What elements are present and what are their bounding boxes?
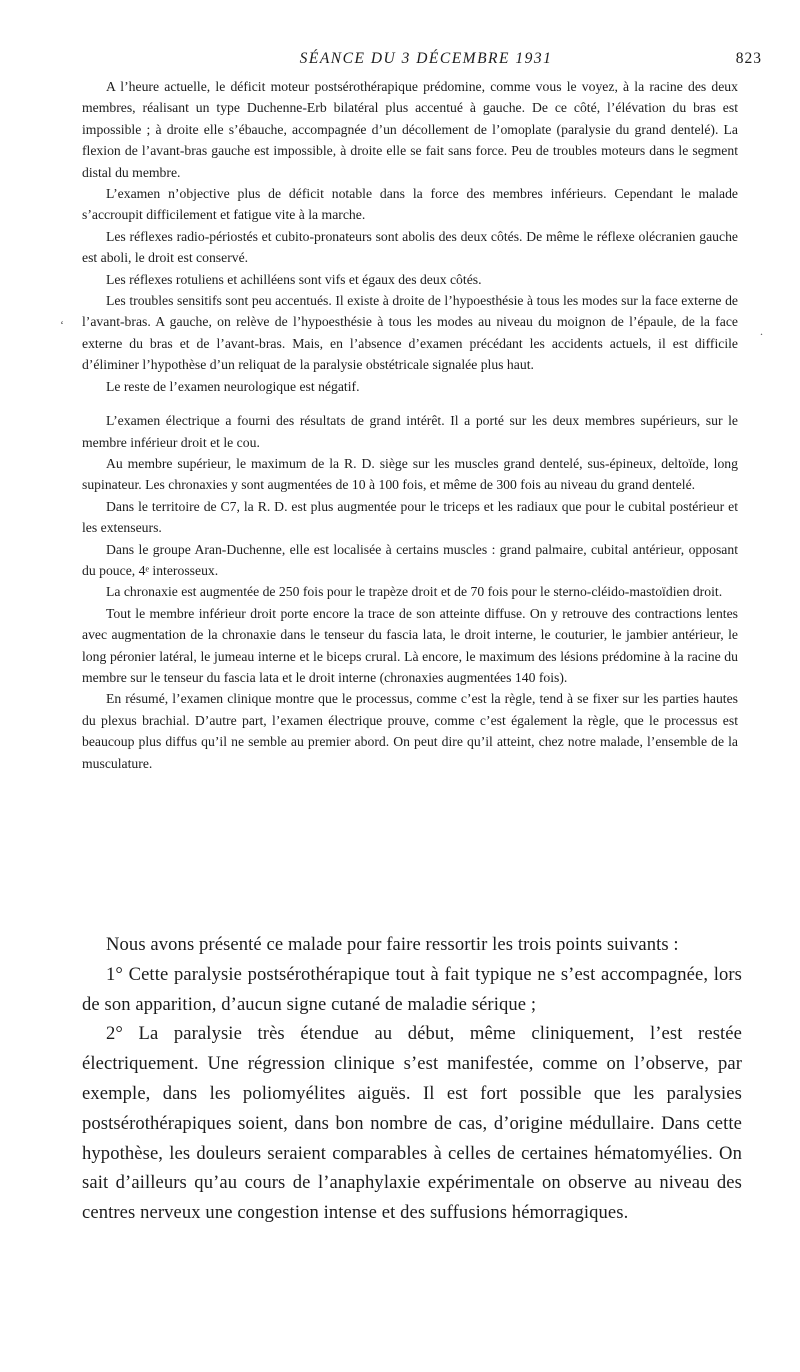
- paragraph-motor-deficit: A l’heure actuelle, le déficit moteur postsérothérapique prédomine, comme vous le voyez, à la racine des deux membres, réalisant un type Duchenne-Erb bilatéral plus accentué à gauche. De ce côté, l’élévation du bras est impossible ; à droite elle s’ébauche, accompagnée d’un décollement de l’omoplate (paralysie du grand dentelé). La flexion de l’avant-bras gauche est impossible, à droite elle se fait sans force. Peu de troubles moteurs dans le segment distal du membre.: [82, 79, 738, 180]
- paragraph-point-two: 2° La paralysie très étendue au début, même cliniquement, l’est restée électriquement. Une régression clinique s’est manifestée, comme on l’observe, par exemple, dans les poliomyélites aiguës. Il est fort possible que les paralysies postsérothérapiques soient, dans bon nombre de cas, d’origine médullaire. Dans cette hypothèse, les douleurs seraient comparables à celles de certaines hématomyélies. On sait d’ailleurs qu’au cours de l’anaphylaxie expérimentale on observe au niveau des centres nerveux une congestion intense et des suffusions hémorragiques.: [82, 1023, 742, 1224]
- paragraph-lower-limbs: L’examen n’objective plus de déficit notable dans la force des membres inférieurs. Cependant le malade s’accroupit difficilement et fatigue vite à la marche.: [82, 186, 738, 223]
- paragraph-point-one: 1° Cette paralysie postsérothérapique tout à fait typique ne s’est accompagnée, lors de son apparition, d’aucun signe cutané de maladie sérique ;: [82, 963, 742, 1015]
- paragraph-patellar-reflexes: Les réflexes rotuliens et achilléens sont vifs et égaux des deux côtés.: [106, 271, 482, 287]
- margin-dot: .: [760, 324, 763, 338]
- header-title: SÉANCE DU 3 DÉCEMBRE 1931: [299, 50, 553, 67]
- conclusions-section: [82, 930, 742, 1228]
- paragraph-lower-limb-right: Tout le membre inférieur droit porte encore la trace de son atteinte diffuse. On y retrouve des contractions lentes avec augmentation de la chronaxie dans le tenseur du fascia lata, le droit interne, le couturier, le jambier antérieur, le long péronier latéral, le jumeau interne et le biceps crural. Là encore, le maximum des lésions prédomine à la racine du membre sur le tenseur du fascia lata et le droit interne (chronaxies augmentées 140 fois).: [82, 605, 738, 685]
- clinical-exam-section: [82, 76, 738, 774]
- paragraph-aran-duchenne: Dans le groupe Aran-Duchenne, elle est localisée à certains muscles : grand palmaire, cubital antérieur, opposant du pouce, 4ᵉ interosseux.: [82, 541, 738, 578]
- paragraph-c7-territory: Dans le territoire de C7, la R. D. est plus augmentée pour le triceps et les radiaux que pour le cubital postérieur et les extenseurs.: [82, 498, 738, 536]
- paragraph-three-points: Nous avons présenté ce malade pour faire ressortir les trois points suivants :: [106, 934, 679, 955]
- page-number: 823: [735, 50, 762, 67]
- running-header: [90, 50, 762, 72]
- paragraph-chronaxie: La chronaxie est augmentée de 250 fois pour le trapèze droit et de 70 fois pour le sterno-cléido-mastoïdien droit.: [106, 584, 723, 600]
- paragraph-radio-reflexes: Les réflexes radio-périostés et cubito-pronateurs sont abolis des deux côtés. De même le réflexe olécranien gauche est aboli, le droit est conservé.: [82, 228, 738, 266]
- paragraph-neuro-negative: Le reste de l’examen neurologique est négatif.: [106, 378, 360, 394]
- paragraph-upper-limb: Au membre supérieur, le maximum de la R. D. siège sur les muscles grand dentelé, sus-épineux, deltoïde, long supinateur. Les chronaxies y sont augmentées de 10 à 100 fois, et même de 300 fois au niveau du grand dentelé.: [82, 455, 738, 493]
- margin-tick: ‘: [60, 318, 64, 332]
- paragraph-summary: En résumé, l’examen clinique montre que le processus, comme c’est la règle, tend à se fixer sur les parties hautes du plexus brachial. D’autre part, l’examen électrique prouve, comme c’est également la règle, que le processus est beaucoup plus diffus qu’il ne semble au premier abord. On peut dire qu’il atteint, chez notre malade, l’ensemble de la musculature.: [82, 691, 738, 771]
- paragraph-electric-exam: L’examen électrique a fourni des résultats de grand intérêt. Il a porté sur les deux membres supérieurs, sur le membre inférieur droit et le cou.: [82, 413, 738, 450]
- paragraph-sensory-troubles: Les troubles sensitifs sont peu accentués. Il existe à droite de l’hypoesthésie à tous les modes sur la face externe de l’avant-bras. A gauche, on relève de l’hypoesthésie à tous les modes au niveau du moignon de l’épaule, de la face externe du bras et de l’avant-bras. Mais, en l’absence d’examen précédant les accidents actuels, il est difficile d’éliminer l’hypothèse d’un reliquat de la paralysie obstétricale signalée plus haut.: [82, 293, 738, 373]
